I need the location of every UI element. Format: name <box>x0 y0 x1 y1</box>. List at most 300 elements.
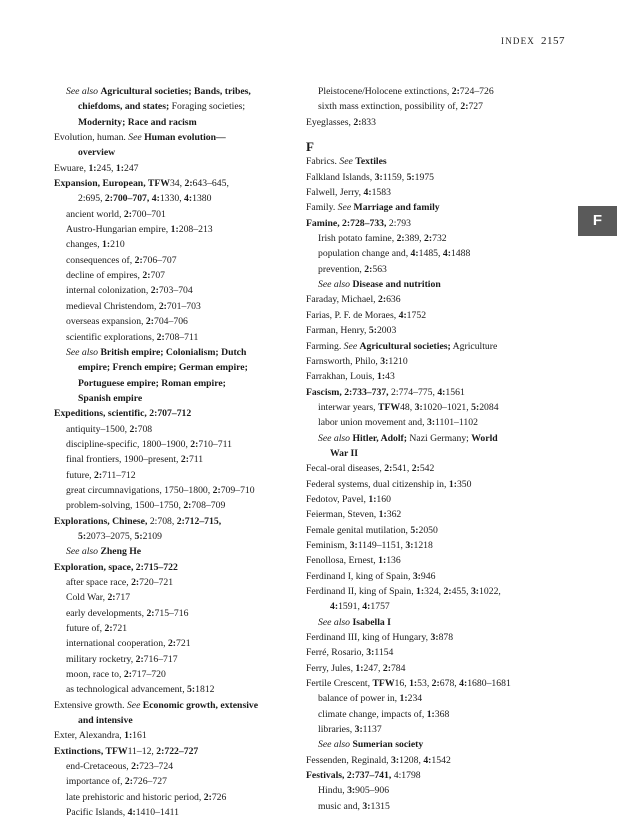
index-entry <box>306 523 564 538</box>
index-entry <box>306 115 564 130</box>
entry-text: 678, <box>439 678 460 690</box>
entry-text: Famine, 2:728–733, <box>306 217 389 229</box>
entry-text: 1380 <box>192 193 212 205</box>
entry-text: Hindu, <box>318 785 348 797</box>
entry-text: 2: <box>150 285 159 297</box>
index-entry <box>306 599 564 614</box>
index-entry <box>54 191 312 206</box>
index-entry <box>306 507 564 522</box>
index-entry <box>54 176 312 191</box>
entry-text: 3: <box>412 570 421 582</box>
index-entry <box>54 99 312 114</box>
index-entry <box>54 207 312 222</box>
entry-text: 1410–1411 <box>135 807 179 819</box>
entry-text: 2: <box>396 233 405 245</box>
entry-text: 1154 <box>374 647 394 659</box>
index-entry <box>306 630 564 645</box>
entry-text: 2: <box>411 463 420 475</box>
entry-text: Austro-Hungarian empire, <box>66 224 171 236</box>
entry-text: 11–12, <box>127 745 157 757</box>
entry-text: 2: <box>384 463 393 475</box>
index-entry <box>306 385 564 400</box>
right-index-column <box>306 84 564 814</box>
entry-text: and intensive <box>78 715 133 727</box>
entry-text: 708–709 <box>191 500 226 512</box>
entry-text: medieval Christendom, <box>66 300 159 312</box>
index-entry <box>54 406 312 421</box>
entry-text: 4: <box>437 386 446 398</box>
entry-text: early developments, <box>66 607 147 619</box>
entry-text: Female genital mutilation, <box>306 524 411 536</box>
entry-text: 563 <box>372 263 387 275</box>
entry-text: 541, <box>392 463 412 475</box>
entry-text: 389, <box>404 233 425 245</box>
entry-text: 708–711 <box>164 331 199 343</box>
entry-text: See <box>343 340 360 352</box>
entry-text: 2: <box>131 577 140 588</box>
entry-text: 1583 <box>371 187 391 199</box>
index-entry <box>306 308 564 323</box>
entry-text: Zheng He <box>100 546 142 558</box>
entry-text: 4: <box>442 248 451 260</box>
entry-text: 5: <box>410 524 419 536</box>
entry-text: 160 <box>376 493 391 505</box>
entry-text: sixth mass extinction, possibility of, <box>318 101 461 113</box>
index-entry <box>54 283 312 298</box>
entry-text: See also <box>66 86 101 97</box>
index-entry <box>54 483 312 498</box>
entry-text: Spanish empire <box>78 392 143 404</box>
index-entry <box>306 753 564 768</box>
entry-text: music and, <box>318 800 363 812</box>
entry-text: 210 <box>110 239 125 251</box>
entry-text: 2: <box>123 208 132 220</box>
entry-text: 1: <box>124 730 133 742</box>
entry-text: 2: <box>145 316 154 328</box>
index-entry <box>306 538 564 553</box>
index-entry <box>306 400 564 415</box>
entry-text: 5: <box>187 684 196 696</box>
entry-text: Festivals, 2:737–741, <box>306 770 394 782</box>
index-entry <box>54 790 312 805</box>
entry-text: as technological advancement, <box>66 684 188 696</box>
entry-text: Extensive growth. <box>54 699 127 711</box>
index-entry <box>54 529 312 544</box>
entry-text: 3: <box>380 355 389 367</box>
entry-text: 1542 <box>431 754 451 766</box>
entry-text: 34, <box>169 178 185 190</box>
entry-text: Fecal-oral diseases, <box>306 463 385 475</box>
entry-text: 723–724 <box>139 761 174 773</box>
entry-text: 711–712 <box>102 469 136 481</box>
index-entry <box>306 492 564 507</box>
entry-text: 3: <box>405 539 414 551</box>
entry-text: 2: <box>129 423 138 435</box>
index-entry <box>306 737 564 752</box>
entry-text: 732 <box>432 233 447 245</box>
entry-text: Economic growth, extensive <box>142 699 259 711</box>
entry-text: 2: <box>142 270 151 282</box>
entry-text: international cooperation, <box>66 638 168 650</box>
entry-text: 708 <box>137 423 153 435</box>
entry-text: 1: <box>378 509 387 521</box>
entry-text: 1208, <box>399 754 424 766</box>
index-entry <box>306 200 564 215</box>
entry-text: 1: <box>378 555 387 567</box>
entry-text: Ferdinand I, king of Spain, <box>306 570 413 582</box>
entry-text: 2: <box>443 586 452 597</box>
entry-text: TFW <box>372 678 395 690</box>
entry-text: Ewuare, <box>54 162 89 174</box>
entry-text: Farias, P. F. de Moraes, <box>306 309 399 321</box>
entry-text: 946 <box>420 570 436 582</box>
index-entry <box>306 431 564 446</box>
entry-text: 721 <box>176 638 191 650</box>
entry-text: 2:712–715, <box>176 515 222 527</box>
entry-text: 4: <box>398 309 407 321</box>
entry-text: 2: <box>135 653 144 665</box>
entry-text: Feierman, Steven, <box>306 509 379 521</box>
index-entry <box>306 569 564 584</box>
entry-text: Fenollosa, Ernest, <box>306 555 379 567</box>
entry-text: Family. <box>306 202 338 214</box>
entry-text: 1: <box>409 678 418 690</box>
index-entry <box>306 339 564 354</box>
entry-text: 4: <box>362 601 371 613</box>
entry-text: 905–906 <box>355 785 390 797</box>
entry-text: 710–711 <box>198 438 232 450</box>
index-entry <box>54 652 312 667</box>
entry-text: empire; French empire; German empire; <box>78 362 248 374</box>
entry-text: 247, <box>363 662 383 674</box>
index-entry <box>306 154 564 169</box>
entry-text: importance of, <box>66 776 125 788</box>
index-entry <box>54 682 312 697</box>
left-index-column <box>54 84 312 821</box>
index-entry <box>54 560 312 575</box>
entry-text: 703–704 <box>158 285 193 297</box>
entry-text: Farrakhan, Louis, <box>306 371 378 383</box>
entry-text: 700–701 <box>131 208 166 220</box>
entry-text: Agriculture <box>450 340 498 352</box>
entry-text: Exter, Alexandra, <box>54 730 125 742</box>
index-entry <box>306 354 564 369</box>
entry-text: labor union movement and, <box>318 417 427 429</box>
entry-text: Ferré, Rosario, <box>306 647 367 659</box>
entry-text: 2: <box>183 500 192 512</box>
index-entry <box>54 253 312 268</box>
index-entry <box>306 722 564 737</box>
entry-text: See <box>128 132 145 144</box>
index-entry <box>306 691 564 706</box>
entry-text: Fascism, 2:733–737, <box>306 386 392 398</box>
entry-text: 3: <box>374 171 383 183</box>
entry-text: 324, <box>424 586 444 597</box>
entry-text: 1101–1102 <box>435 417 478 429</box>
index-entry <box>54 299 312 314</box>
entry-text: 5: <box>134 530 143 542</box>
entry-text: 709–710 <box>220 484 255 496</box>
entry-text: 1680–1681 <box>467 678 511 690</box>
entry-text: Extinctions, TFW <box>54 745 128 757</box>
entry-text: 1: <box>377 371 386 383</box>
entry-text: 643–645, <box>192 178 229 190</box>
entry-text: Falkland Islands, <box>306 171 375 183</box>
entry-text: 2: <box>123 669 132 681</box>
entry-text: 1149–1151, <box>357 539 406 551</box>
entry-text: overview <box>78 147 116 159</box>
index-entry <box>306 615 564 630</box>
index-entry <box>54 713 312 728</box>
entry-text: 136 <box>386 555 401 567</box>
entry-text: 701–703 <box>166 300 201 312</box>
entry-text: 4: <box>459 678 468 690</box>
entry-text: 715–716 <box>154 607 189 619</box>
index-entry <box>54 590 312 605</box>
entry-text: prevention, <box>318 263 365 275</box>
entry-text: Fabrics. <box>306 156 340 168</box>
entry-text: Foraging societies; <box>169 101 246 113</box>
entry-text: problem-solving, 1500–1750, <box>66 500 184 512</box>
entry-text: Expansion, European, TFW <box>54 178 170 190</box>
entry-text: discipline-specific, 1800–1900, <box>66 438 191 450</box>
entry-text: See also <box>318 279 353 291</box>
index-entry <box>54 575 312 590</box>
entry-text: Feminism, <box>306 539 350 551</box>
entry-text: 2003 <box>376 325 397 337</box>
entry-text: 1: <box>399 693 408 705</box>
entry-text: after space race, <box>66 577 132 588</box>
entry-text: internal colonization, <box>66 285 151 297</box>
entry-text: Farman, Henry, <box>306 325 369 337</box>
index-entry <box>54 437 312 452</box>
index-entry <box>54 314 312 329</box>
entry-text: Fessenden, Reginald, <box>306 754 392 766</box>
entry-text: 726–727 <box>133 776 167 788</box>
index-entry <box>54 84 312 99</box>
entry-text: great circumnavigations, 1750–1800, <box>66 484 213 496</box>
entry-text: British empire; Colonialism; Dutch <box>100 346 247 358</box>
index-entry <box>306 783 564 798</box>
index-entry <box>306 676 564 691</box>
entry-text: Exploration, space, 2:715–722 <box>54 561 178 573</box>
entry-text: 1: <box>115 162 124 174</box>
index-entry <box>54 161 312 176</box>
entry-text: chiefdoms, and states; <box>78 101 170 113</box>
entry-text: 2: <box>353 116 362 128</box>
entry-text: 2109 <box>142 530 162 542</box>
index-entry <box>306 292 564 307</box>
entry-text: 2084 <box>479 401 499 413</box>
entry-text: 5: <box>368 325 377 337</box>
entry-text: 2: <box>364 263 373 275</box>
index-entry <box>54 498 312 513</box>
entry-text: 711 <box>188 454 204 466</box>
entry-text: See <box>337 202 354 214</box>
entry-text: 2: <box>107 592 116 604</box>
entry-text: 2: <box>156 331 165 343</box>
entry-text: Eyeglasses, <box>306 116 354 128</box>
entry-text: 1022, <box>479 586 501 597</box>
index-entry <box>54 514 312 529</box>
index-entry <box>54 606 312 621</box>
entry-text: 1: <box>416 586 425 597</box>
entry-text: 2: <box>460 101 469 113</box>
entry-text: Sumerian society <box>352 739 424 751</box>
entry-text: Fedotov, Pavel, <box>306 493 369 505</box>
entry-text: 5: <box>406 171 415 183</box>
entry-text: 2: <box>431 678 440 690</box>
index-entry <box>54 805 312 820</box>
entry-text: moon, race to, <box>66 669 124 681</box>
index-entry <box>54 391 312 406</box>
index-entry <box>306 262 564 277</box>
entry-text: 4: <box>330 601 339 613</box>
index-entry <box>54 759 312 774</box>
index-entry <box>306 799 564 814</box>
entry-text: 878 <box>438 632 454 644</box>
entry-text: 724–726 <box>459 86 494 97</box>
entry-text: See also <box>318 432 353 444</box>
entry-text: final frontiers, 1900–present, <box>66 454 181 466</box>
index-entry <box>54 376 312 391</box>
entry-text: 1: <box>426 708 435 720</box>
entry-text: F <box>306 139 314 155</box>
entry-text: 2: <box>167 638 177 650</box>
entry-text: 2: <box>190 438 199 450</box>
entry-text: 1488 <box>450 248 471 260</box>
entry-text: future of, <box>66 623 105 635</box>
entry-text: 717–720 <box>131 669 166 681</box>
entry-text: Disease and nutrition <box>352 279 441 291</box>
entry-text: See also <box>318 616 353 628</box>
entry-text: 2: <box>131 761 140 773</box>
entry-text: 16, <box>394 678 410 690</box>
entry-text: 4: <box>423 754 432 766</box>
entry-text: 1315 <box>370 800 390 812</box>
index-entry <box>54 544 312 559</box>
entry-text: scientific explorations, <box>66 331 157 343</box>
entry-text: 3: <box>354 724 363 736</box>
entry-text: 717 <box>115 592 131 604</box>
entry-text: 3: <box>414 401 423 413</box>
entry-text: Human evolution— <box>144 132 226 144</box>
index-entry <box>306 277 564 292</box>
entry-text: 2: <box>93 469 103 481</box>
entry-text: 1: <box>355 662 364 674</box>
entry-text: Evolution, human. <box>54 132 129 144</box>
entry-text: 1: <box>368 493 377 505</box>
entry-text: 1159, <box>382 171 407 183</box>
entry-text: antiquity–1500, <box>66 423 130 435</box>
entry-text: 2: <box>212 484 221 496</box>
entry-text: 1: <box>88 162 97 174</box>
entry-text: 208–213 <box>178 224 213 236</box>
entry-text: 2: <box>203 791 212 803</box>
entry-text: 1210 <box>388 355 408 367</box>
entry-text: 2:722–727 <box>156 745 199 757</box>
entry-text: 247 <box>123 162 139 174</box>
entry-text: Ferdinand III, king of Hungary, <box>306 632 431 644</box>
entry-text: 2073–2075, <box>86 530 135 542</box>
entry-text: 5: <box>78 530 87 542</box>
entry-text: Farnsworth, Philo, <box>306 355 381 367</box>
index-entry <box>54 698 312 713</box>
entry-text: 245, <box>96 162 116 174</box>
entry-text: Ferdinand II, king of Spain, <box>306 586 417 597</box>
entry-text: 4: <box>127 807 136 819</box>
entry-text: 2: <box>382 662 391 674</box>
entry-text: 1330, <box>159 193 185 205</box>
entry-text: 3: <box>470 586 480 597</box>
entry-text: 2:700–707, 4: <box>104 193 160 205</box>
entry-text: ancient world, <box>66 208 124 220</box>
entry-text: 2: <box>146 607 155 619</box>
index-entry <box>54 636 312 651</box>
entry-text: 5: <box>471 401 480 413</box>
section-heading <box>306 139 564 154</box>
entry-text: Marriage and family <box>353 202 440 214</box>
entry-text: World <box>471 432 498 444</box>
entry-text: 704–706 <box>153 316 188 328</box>
index-entry <box>54 130 312 145</box>
entry-text: 3: <box>347 785 356 797</box>
entry-text: Explorations, Chinese, <box>54 515 150 527</box>
entry-text: 455, <box>451 586 471 597</box>
entry-text: Nazi Germany; <box>406 432 472 444</box>
index-entry <box>306 707 564 722</box>
index-entry <box>306 170 564 185</box>
entry-text: 833 <box>361 116 376 128</box>
entry-text: 4: <box>184 193 193 205</box>
entry-text: Pleistocene/Holocene extinctions, <box>318 86 452 97</box>
entry-text: Agricultural societies; <box>359 340 451 352</box>
entry-text: 784 <box>390 662 406 674</box>
entry-text: 2: <box>451 86 460 97</box>
entry-text: See also <box>66 546 101 558</box>
index-entry <box>306 461 564 476</box>
page-number: 2157 <box>541 35 565 47</box>
entry-text: See <box>339 156 356 168</box>
header-label: INDEX <box>501 36 535 46</box>
entry-text: 2: <box>424 233 433 245</box>
index-entry <box>306 185 564 200</box>
index-entry <box>54 115 312 130</box>
index-entry <box>306 584 564 599</box>
entry-text: 2050 <box>418 524 438 536</box>
entry-text: 706–707 <box>142 254 177 266</box>
entry-text: military rocketry, <box>66 653 136 665</box>
entry-text: 3: <box>362 800 371 812</box>
entry-text: Faraday, Michael, <box>306 294 378 306</box>
entry-text: War II <box>330 447 359 459</box>
entry-text: 2: <box>378 294 387 306</box>
entry-text: 2:793 <box>388 217 411 229</box>
entry-text: 1: <box>102 239 111 251</box>
index-entry <box>306 323 564 338</box>
index-entry <box>306 415 564 430</box>
entry-text: consequences of, <box>66 254 135 266</box>
entry-text: 3: <box>366 647 375 659</box>
entry-text: 727 <box>468 101 483 113</box>
index-entry <box>54 667 312 682</box>
entry-text: 1137 <box>362 724 382 736</box>
entry-text: 53, <box>417 678 432 690</box>
entry-text: future, <box>66 469 94 481</box>
entry-text: population change and, <box>318 248 411 260</box>
index-entry <box>54 422 312 437</box>
entry-text: interwar years, <box>318 401 378 413</box>
